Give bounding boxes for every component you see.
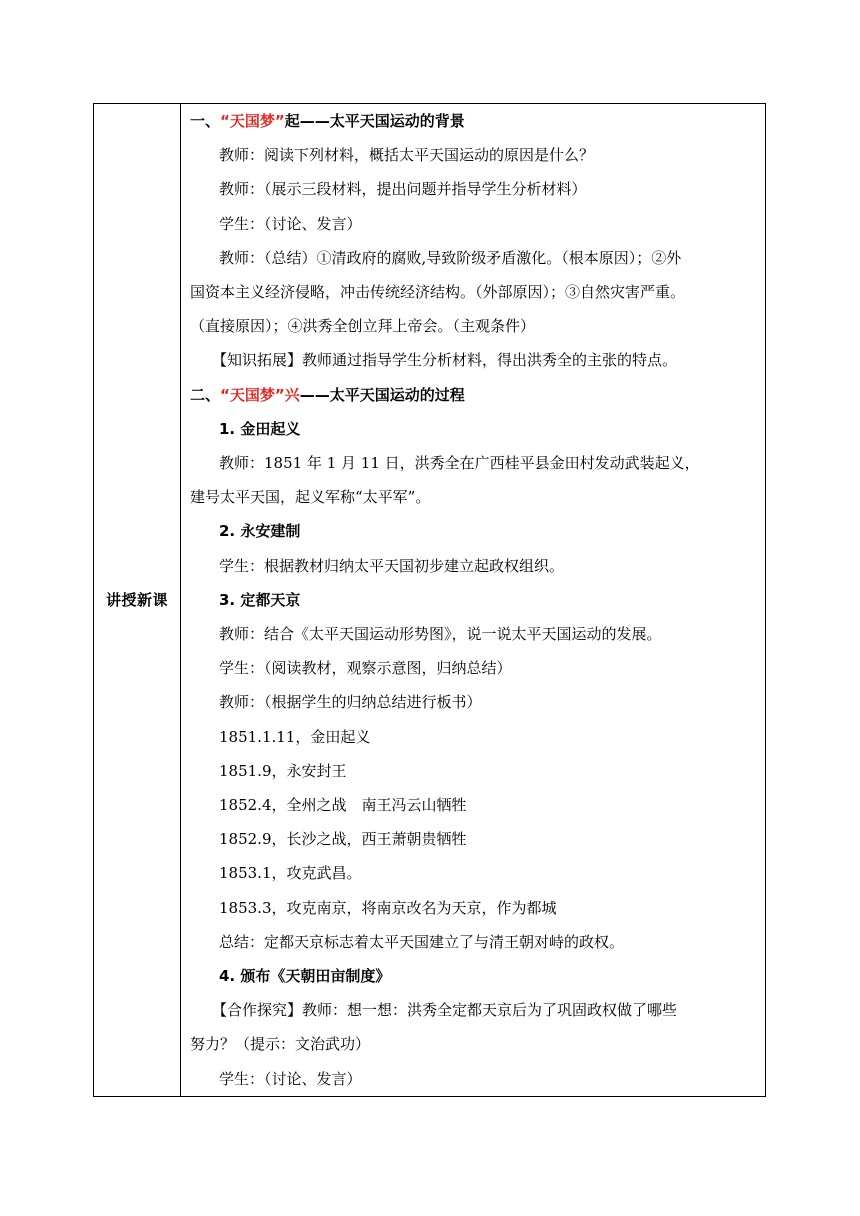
text-line: 1851.9，永安封王 bbox=[219, 761, 347, 780]
part2-rest: ——太平天国运动的过程 bbox=[299, 385, 465, 404]
section-cell bbox=[94, 104, 181, 1097]
part1-rest: ——太平天国运动的背景 bbox=[299, 112, 465, 130]
text-line: 努力？（提示：文治武功） bbox=[190, 1035, 371, 1054]
text-line: 1851.1.11，金田起义 bbox=[219, 727, 371, 746]
text-line: 学生：（讨论、发言） bbox=[219, 1069, 362, 1088]
text-line: 学生：（阅读教材，观察示意图，归纳总结） bbox=[219, 659, 512, 678]
section-label: 讲授新课 bbox=[105, 591, 168, 610]
text-line: 教师：阅读下列材料，概括太平天国运动的原因是什么？ bbox=[219, 146, 595, 165]
text-line: 1853.1，攻克武昌。 bbox=[219, 864, 362, 883]
part2-prefix: 二、 bbox=[190, 385, 221, 404]
lesson-table bbox=[93, 103, 766, 1097]
text-line: 1852.4，全州之战 南王冯云山牺牲 bbox=[219, 796, 467, 815]
part1-prefix: 一、 bbox=[190, 112, 221, 130]
part2-heading bbox=[190, 378, 757, 412]
subheading: 2. 永安建制 bbox=[219, 522, 301, 541]
text-line: 教师：结合《太平天国运动形势图》，说一说太平天国运动的发展。 bbox=[219, 625, 662, 644]
table-row bbox=[94, 104, 766, 1097]
text-line: 建号太平天国，起义军称“太平军”。 bbox=[190, 488, 431, 507]
part1-red-suffix: 起 bbox=[284, 112, 300, 130]
text-line: 总结：定都天京标志着太平天国建立了与清王朝对峙的政权。 bbox=[219, 932, 625, 951]
subheading: 4. 颁布《天朝田亩制度》 bbox=[219, 967, 391, 986]
text-line: 1852.9，长沙之战，西王萧朝贵牺牲 bbox=[219, 830, 467, 849]
subheading: 1. 金田起义 bbox=[219, 419, 301, 438]
text-line: 教师：1851 年 1 月 11 日，洪秀全在广西桂平县金田村发动武装起义， bbox=[219, 454, 700, 473]
content bbox=[190, 104, 757, 1096]
text-line: 1853.3，攻克南京，将南京改名为天京，作为都城 bbox=[219, 898, 557, 917]
part1-heading bbox=[190, 104, 757, 138]
text-line: 教师：（根据学生的归纳总结进行板书） bbox=[219, 693, 482, 712]
text-line: 学生：根据教材归纳太平天国初步建立起政权组织。 bbox=[219, 556, 565, 575]
text-line: 教师：（展示三段材料，提出问题并指导学生分析材料） bbox=[219, 180, 587, 199]
text-line: 【合作探究】教师：想一想：洪秀全定都天京后为了巩固政权做了哪些 bbox=[212, 1001, 678, 1020]
text-line: 【知识拓展】教师通过指导学生分析材料，得出洪秀全的主张的特点。 bbox=[212, 351, 678, 370]
part2-red-title: “天国梦”兴 bbox=[220, 385, 300, 404]
subheading: 3. 定都天京 bbox=[219, 590, 301, 609]
part1-red-title: “天国梦” bbox=[220, 112, 285, 130]
content-cell bbox=[181, 104, 766, 1097]
text-line: 教师：（总结）①清政府的腐败,导致阶级矛盾激化。（根本原因）；②外 bbox=[219, 248, 682, 267]
text-line: （直接原因）；④洪秀全创立拜上帝会。（主观条件） bbox=[190, 317, 536, 336]
text-line: 国资本主义经济侵略，冲击传统经济结构。（外部原因）；③自然灾害严重。 bbox=[190, 283, 686, 302]
text-line: 学生：（讨论、发言） bbox=[219, 214, 362, 233]
